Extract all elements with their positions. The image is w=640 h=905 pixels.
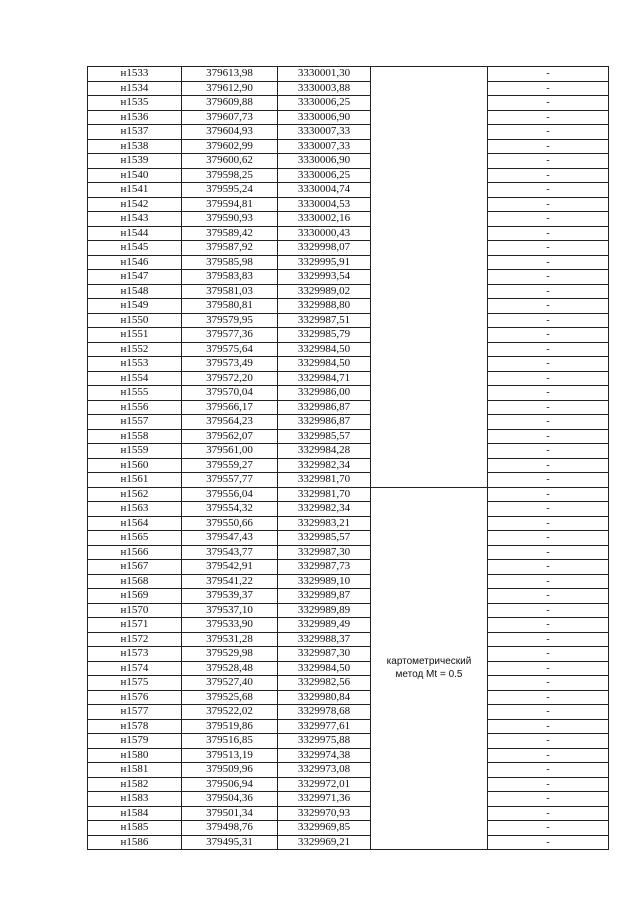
table-row [88, 574, 609, 589]
y-coordinate-cell: 3329984,50 [278, 661, 371, 676]
y-coordinate-cell: 3329981,70 [278, 487, 371, 502]
x-coordinate-cell: 379556,04 [182, 487, 278, 502]
note-cell: - [488, 574, 609, 589]
y-coordinate-cell: 3330000,43 [278, 226, 371, 241]
y-coordinate-cell: 3329970,93 [278, 806, 371, 821]
note-cell: - [488, 589, 609, 604]
table-row [88, 603, 609, 618]
point-id-cell: н1543 [88, 212, 182, 227]
note-cell: - [488, 458, 609, 473]
table-row [88, 342, 609, 357]
point-id-cell: н1586 [88, 835, 182, 850]
y-coordinate-cell: 3329984,50 [278, 342, 371, 357]
note-cell: - [488, 270, 609, 285]
note-cell: - [488, 763, 609, 778]
y-coordinate-cell: 3329977,61 [278, 719, 371, 734]
point-id-cell: н1560 [88, 458, 182, 473]
y-coordinate-cell: 3329988,80 [278, 299, 371, 314]
note-cell: - [488, 299, 609, 314]
point-id-cell: н1573 [88, 647, 182, 662]
point-id-cell: н1566 [88, 545, 182, 560]
table-row [88, 357, 609, 372]
x-coordinate-cell: 379575,64 [182, 342, 278, 357]
point-id-cell: н1547 [88, 270, 182, 285]
point-id-cell: н1558 [88, 429, 182, 444]
y-coordinate-cell: 3329984,50 [278, 357, 371, 372]
note-cell: - [488, 777, 609, 792]
y-coordinate-cell: 3330006,90 [278, 110, 371, 125]
point-id-cell: н1537 [88, 125, 182, 140]
note-cell: - [488, 603, 609, 618]
table-row [88, 806, 609, 821]
y-coordinate-cell: 3330007,33 [278, 125, 371, 140]
x-coordinate-cell: 379590,93 [182, 212, 278, 227]
table-row [88, 618, 609, 633]
note-cell: - [488, 284, 609, 299]
x-coordinate-cell: 379527,40 [182, 676, 278, 691]
x-coordinate-cell: 379581,03 [182, 284, 278, 299]
y-coordinate-cell: 3330007,33 [278, 139, 371, 154]
point-id-cell: н1536 [88, 110, 182, 125]
table-row [88, 154, 609, 169]
point-id-cell: н1561 [88, 473, 182, 488]
y-coordinate-cell: 3329980,84 [278, 690, 371, 705]
table-row [88, 270, 609, 285]
note-cell: - [488, 690, 609, 705]
y-coordinate-cell: 3329989,89 [278, 603, 371, 618]
point-id-cell: н1579 [88, 734, 182, 749]
table-row [88, 212, 609, 227]
x-coordinate-cell: 379583,83 [182, 270, 278, 285]
point-id-cell: н1559 [88, 444, 182, 459]
y-coordinate-cell: 3329975,88 [278, 734, 371, 749]
note-cell: - [488, 67, 609, 82]
point-id-cell: н1581 [88, 763, 182, 778]
table-row [88, 168, 609, 183]
x-coordinate-cell: 379573,49 [182, 357, 278, 372]
point-id-cell: н1572 [88, 632, 182, 647]
y-coordinate-cell: 3329984,28 [278, 444, 371, 459]
y-coordinate-cell: 3329987,51 [278, 313, 371, 328]
note-cell: - [488, 516, 609, 531]
note-cell: - [488, 357, 609, 372]
coordinates-table [87, 66, 609, 850]
x-coordinate-cell: 379501,34 [182, 806, 278, 821]
x-coordinate-cell: 379595,24 [182, 183, 278, 198]
table-row [88, 531, 609, 546]
y-coordinate-cell: 3330006,25 [278, 168, 371, 183]
point-id-cell: н1552 [88, 342, 182, 357]
note-cell: - [488, 487, 609, 502]
y-coordinate-cell: 3330002,16 [278, 212, 371, 227]
x-coordinate-cell: 379613,98 [182, 67, 278, 82]
method-cell-empty [371, 67, 488, 488]
note-cell: - [488, 371, 609, 386]
note-cell: - [488, 835, 609, 850]
point-id-cell: н1562 [88, 487, 182, 502]
method-label-line2: метод Mt = 0.5 [395, 669, 463, 681]
x-coordinate-cell: 379607,73 [182, 110, 278, 125]
x-coordinate-cell: 379541,22 [182, 574, 278, 589]
point-id-cell: н1569 [88, 589, 182, 604]
point-id-cell: н1585 [88, 821, 182, 836]
x-coordinate-cell: 379533,90 [182, 618, 278, 633]
x-coordinate-cell: 379528,48 [182, 661, 278, 676]
table-row [88, 255, 609, 270]
table-row [88, 661, 609, 676]
note-cell: - [488, 183, 609, 198]
table-row [88, 821, 609, 836]
point-id-cell: н1545 [88, 241, 182, 256]
point-id-cell: н1542 [88, 197, 182, 212]
y-coordinate-cell: 3329985,57 [278, 429, 371, 444]
point-id-cell: н1557 [88, 415, 182, 430]
x-coordinate-cell: 379589,42 [182, 226, 278, 241]
table-row [88, 444, 609, 459]
table-row [88, 487, 609, 502]
x-coordinate-cell: 379561,00 [182, 444, 278, 459]
note-cell: - [488, 415, 609, 430]
x-coordinate-cell: 379557,77 [182, 473, 278, 488]
note-cell: - [488, 81, 609, 96]
x-coordinate-cell: 379504,36 [182, 792, 278, 807]
y-coordinate-cell: 3329986,00 [278, 386, 371, 401]
note-cell: - [488, 647, 609, 662]
x-coordinate-cell: 379587,92 [182, 241, 278, 256]
table-row [88, 139, 609, 154]
x-coordinate-cell: 379495,31 [182, 835, 278, 850]
note-cell: - [488, 444, 609, 459]
note-cell: - [488, 734, 609, 749]
table-row [88, 386, 609, 401]
y-coordinate-cell: 3329982,56 [278, 676, 371, 691]
note-cell: - [488, 96, 609, 111]
y-coordinate-cell: 3329987,30 [278, 647, 371, 662]
note-cell: - [488, 125, 609, 140]
point-id-cell: н1568 [88, 574, 182, 589]
x-coordinate-cell: 379562,07 [182, 429, 278, 444]
table-row [88, 299, 609, 314]
y-coordinate-cell: 3329985,57 [278, 531, 371, 546]
point-id-cell: н1540 [88, 168, 182, 183]
table-row [88, 705, 609, 720]
x-coordinate-cell: 379577,36 [182, 328, 278, 343]
y-coordinate-cell: 3329986,87 [278, 415, 371, 430]
note-cell: - [488, 661, 609, 676]
note-cell: - [488, 342, 609, 357]
x-coordinate-cell: 379547,43 [182, 531, 278, 546]
table-row [88, 734, 609, 749]
point-id-cell: н1541 [88, 183, 182, 198]
table-row [88, 67, 609, 82]
table-row [88, 183, 609, 198]
point-id-cell: н1563 [88, 502, 182, 517]
point-id-cell: н1554 [88, 371, 182, 386]
y-coordinate-cell: 3329973,08 [278, 763, 371, 778]
note-cell: - [488, 748, 609, 763]
table-row [88, 197, 609, 212]
note-cell: - [488, 386, 609, 401]
y-coordinate-cell: 3329974,38 [278, 748, 371, 763]
table-row [88, 516, 609, 531]
point-id-cell: н1534 [88, 81, 182, 96]
table-row [88, 560, 609, 575]
x-coordinate-cell: 379579,95 [182, 313, 278, 328]
y-coordinate-cell: 3329972,01 [278, 777, 371, 792]
table-row [88, 371, 609, 386]
point-id-cell: н1577 [88, 705, 182, 720]
table-row [88, 458, 609, 473]
table-row [88, 429, 609, 444]
y-coordinate-cell: 3329987,30 [278, 545, 371, 560]
table-row [88, 719, 609, 734]
table-row [88, 647, 609, 662]
x-coordinate-cell: 379550,66 [182, 516, 278, 531]
note-cell: - [488, 168, 609, 183]
table-row [88, 328, 609, 343]
x-coordinate-cell: 379529,98 [182, 647, 278, 662]
x-coordinate-cell: 379598,25 [182, 168, 278, 183]
x-coordinate-cell: 379572,20 [182, 371, 278, 386]
note-cell: - [488, 531, 609, 546]
note-cell: - [488, 632, 609, 647]
table-row [88, 632, 609, 647]
x-coordinate-cell: 379612,90 [182, 81, 278, 96]
y-coordinate-cell: 3330004,53 [278, 197, 371, 212]
point-id-cell: н1539 [88, 154, 182, 169]
y-coordinate-cell: 3329969,21 [278, 835, 371, 850]
note-cell: - [488, 821, 609, 836]
point-id-cell: н1584 [88, 806, 182, 821]
table-row [88, 792, 609, 807]
y-coordinate-cell: 3329988,37 [278, 632, 371, 647]
table-row [88, 473, 609, 488]
y-coordinate-cell: 3330003,88 [278, 81, 371, 96]
table-row [88, 763, 609, 778]
note-cell: - [488, 429, 609, 444]
note-cell: - [488, 328, 609, 343]
table-row [88, 690, 609, 705]
method-label-line1: картометрический [386, 656, 472, 668]
point-id-cell: н1535 [88, 96, 182, 111]
y-coordinate-cell: 3330006,25 [278, 96, 371, 111]
point-id-cell: н1574 [88, 661, 182, 676]
x-coordinate-cell: 379594,81 [182, 197, 278, 212]
x-coordinate-cell: 379513,19 [182, 748, 278, 763]
note-cell: - [488, 255, 609, 270]
x-coordinate-cell: 379537,10 [182, 603, 278, 618]
y-coordinate-cell: 3329985,79 [278, 328, 371, 343]
note-cell: - [488, 110, 609, 125]
note-cell: - [488, 676, 609, 691]
table-row [88, 676, 609, 691]
table-row [88, 589, 609, 604]
note-cell: - [488, 313, 609, 328]
point-id-cell: н1565 [88, 531, 182, 546]
note-cell: - [488, 545, 609, 560]
x-coordinate-cell: 379602,99 [182, 139, 278, 154]
point-id-cell: н1533 [88, 67, 182, 82]
note-cell: - [488, 139, 609, 154]
note-cell: - [488, 502, 609, 517]
point-id-cell: н1556 [88, 400, 182, 415]
x-coordinate-cell: 379559,27 [182, 458, 278, 473]
note-cell: - [488, 241, 609, 256]
y-coordinate-cell: 3329989,49 [278, 618, 371, 633]
x-coordinate-cell: 379516,85 [182, 734, 278, 749]
note-cell: - [488, 806, 609, 821]
y-coordinate-cell: 3329995,91 [278, 255, 371, 270]
x-coordinate-cell: 379564,23 [182, 415, 278, 430]
point-id-cell: н1544 [88, 226, 182, 241]
y-coordinate-cell: 3329986,87 [278, 400, 371, 415]
x-coordinate-cell: 379604,93 [182, 125, 278, 140]
y-coordinate-cell: 3329989,02 [278, 284, 371, 299]
y-coordinate-cell: 3329989,10 [278, 574, 371, 589]
y-coordinate-cell: 3330004,74 [278, 183, 371, 198]
y-coordinate-cell: 3329971,36 [278, 792, 371, 807]
point-id-cell: н1583 [88, 792, 182, 807]
table-row [88, 415, 609, 430]
note-cell: - [488, 154, 609, 169]
note-cell: - [488, 705, 609, 720]
y-coordinate-cell: 3329987,73 [278, 560, 371, 575]
coordinates-table-body [88, 67, 609, 850]
point-id-cell: н1549 [88, 299, 182, 314]
point-id-cell: н1546 [88, 255, 182, 270]
x-coordinate-cell: 379509,96 [182, 763, 278, 778]
method-cell [371, 487, 488, 850]
x-coordinate-cell: 379609,88 [182, 96, 278, 111]
x-coordinate-cell: 379531,28 [182, 632, 278, 647]
point-id-cell: н1555 [88, 386, 182, 401]
note-cell: - [488, 226, 609, 241]
y-coordinate-cell: 3329982,34 [278, 458, 371, 473]
x-coordinate-cell: 379600,62 [182, 154, 278, 169]
x-coordinate-cell: 379519,86 [182, 719, 278, 734]
note-cell: - [488, 560, 609, 575]
point-id-cell: н1548 [88, 284, 182, 299]
x-coordinate-cell: 379580,81 [182, 299, 278, 314]
point-id-cell: н1575 [88, 676, 182, 691]
note-cell: - [488, 197, 609, 212]
y-coordinate-cell: 3330001,30 [278, 67, 371, 82]
table-row [88, 110, 609, 125]
y-coordinate-cell: 3329981,70 [278, 473, 371, 488]
x-coordinate-cell: 379522,02 [182, 705, 278, 720]
point-id-cell: н1576 [88, 690, 182, 705]
point-id-cell: н1538 [88, 139, 182, 154]
x-coordinate-cell: 379566,17 [182, 400, 278, 415]
table-row [88, 284, 609, 299]
table-row [88, 400, 609, 415]
table-row [88, 545, 609, 560]
note-cell: - [488, 473, 609, 488]
point-id-cell: н1580 [88, 748, 182, 763]
x-coordinate-cell: 379585,98 [182, 255, 278, 270]
note-cell: - [488, 792, 609, 807]
table-row [88, 313, 609, 328]
note-cell: - [488, 212, 609, 227]
table-row [88, 241, 609, 256]
x-coordinate-cell: 379498,76 [182, 821, 278, 836]
point-id-cell: н1564 [88, 516, 182, 531]
x-coordinate-cell: 379543,77 [182, 545, 278, 560]
table-row [88, 125, 609, 140]
point-id-cell: н1571 [88, 618, 182, 633]
y-coordinate-cell: 3329983,21 [278, 516, 371, 531]
point-id-cell: н1550 [88, 313, 182, 328]
table-row [88, 835, 609, 850]
table-row [88, 96, 609, 111]
x-coordinate-cell: 379539,37 [182, 589, 278, 604]
note-cell: - [488, 400, 609, 415]
x-coordinate-cell: 379542,91 [182, 560, 278, 575]
note-cell: - [488, 719, 609, 734]
point-id-cell: н1578 [88, 719, 182, 734]
table-row [88, 81, 609, 96]
table-row [88, 748, 609, 763]
y-coordinate-cell: 3329978,68 [278, 705, 371, 720]
x-coordinate-cell: 379525,68 [182, 690, 278, 705]
y-coordinate-cell: 3329989,87 [278, 589, 371, 604]
y-coordinate-cell: 3329993,54 [278, 270, 371, 285]
x-coordinate-cell: 379570,04 [182, 386, 278, 401]
y-coordinate-cell: 3329998,07 [278, 241, 371, 256]
table-row [88, 502, 609, 517]
table-row [88, 777, 609, 792]
point-id-cell: н1567 [88, 560, 182, 575]
point-id-cell: н1553 [88, 357, 182, 372]
y-coordinate-cell: 3330006,90 [278, 154, 371, 169]
point-id-cell: н1582 [88, 777, 182, 792]
note-cell: - [488, 618, 609, 633]
point-id-cell: н1551 [88, 328, 182, 343]
table-row [88, 226, 609, 241]
point-id-cell: н1570 [88, 603, 182, 618]
x-coordinate-cell: 379554,32 [182, 502, 278, 517]
y-coordinate-cell: 3329982,34 [278, 502, 371, 517]
x-coordinate-cell: 379506,94 [182, 777, 278, 792]
y-coordinate-cell: 3329969,85 [278, 821, 371, 836]
y-coordinate-cell: 3329984,71 [278, 371, 371, 386]
